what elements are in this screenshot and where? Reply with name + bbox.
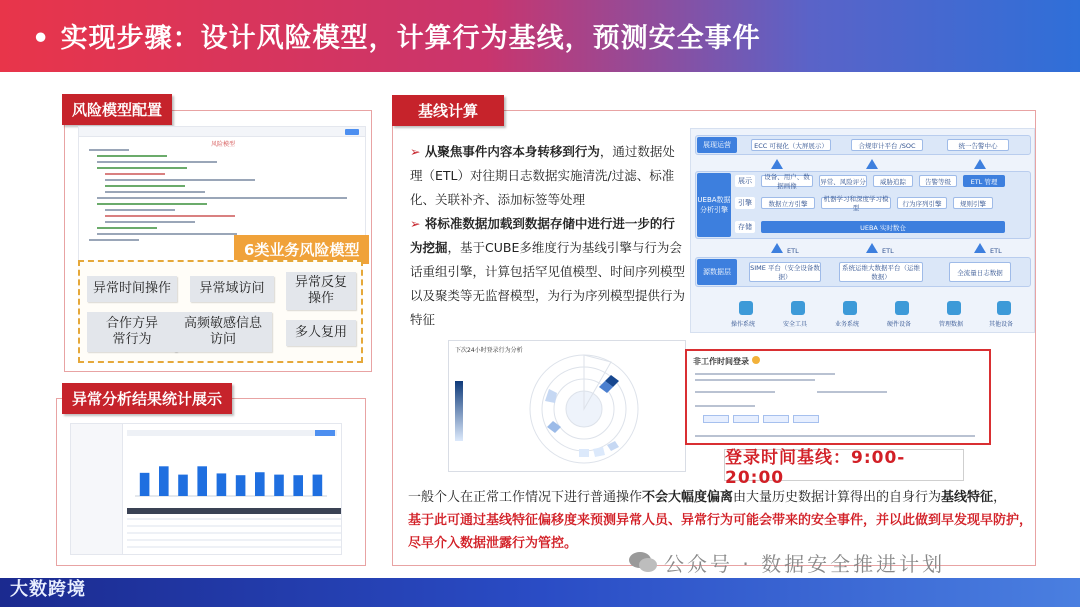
header-banner: [0, 0, 1080, 72]
summary-text: 一般个人在正常工作情况下进行普通操作: [408, 490, 643, 505]
up-arrow-icon: [771, 159, 783, 169]
footer-logo: 大数跨境: [10, 579, 86, 600]
arch-cell: 系统运维大数据平台（运维数据）: [839, 262, 923, 282]
risk-item-repeat-ops: [286, 272, 356, 310]
radar-title: 下次24小时登录行为分析: [455, 347, 523, 354]
risk-model-tag: 风险模型配置: [62, 94, 172, 125]
risk-item-multi-user: 多人复用: [286, 320, 356, 346]
arch-cell: 规则引擎: [953, 197, 993, 209]
etl-label: ETL: [990, 247, 1002, 255]
up-arrow-icon: [866, 159, 878, 169]
arch-cell: 告警等级: [919, 175, 957, 187]
hardware-icon: [895, 301, 909, 315]
off-hours-login-screenshot: [685, 349, 991, 445]
risk-item-abnormal-time: 异常时间操作: [87, 276, 177, 302]
arch-cell: 统一告警中心: [947, 139, 1009, 151]
device-label: 业务系统: [835, 321, 860, 328]
etl-label: ETL: [882, 247, 894, 255]
baseline-summary: [408, 486, 1033, 555]
chart-bar: [236, 475, 246, 496]
login-radar-screenshot: [448, 340, 686, 472]
arch-layer-source: 源数据层: [697, 259, 737, 285]
device-label: 其他设备: [989, 321, 1014, 328]
tag-chip: [793, 415, 819, 423]
device-label: 安全工具: [783, 321, 808, 328]
arch-cell: ETL 管理: [963, 175, 1005, 187]
summary-conclusion: 基于此可通过基线特征偏移度来预测异常人员、异常行为可能会带来的安全事件，并以此做到早发现早防护，尽早介入数据泄露行为管控。: [408, 513, 1033, 551]
chart-bar: [217, 473, 227, 496]
arch-cell: SIME 平台（安全设备数据）: [750, 264, 820, 281]
bullet-etl: [410, 140, 686, 212]
risk-model-list: [78, 260, 363, 363]
dashboard-button: [315, 430, 335, 436]
bullet-mining-text: ，基于CUBE多维度行为基线引擎与行为会话重组引擎，计算包括罕见值模型、时间序列模型以及聚类等无监督模型，为行为序列模型提供行为特征: [410, 240, 686, 327]
risk-item-sensitive-access-label: 高频敏感信息访问: [183, 316, 262, 347]
anomaly-bar-chart: [131, 440, 331, 502]
save-button: [345, 129, 359, 135]
security-tool-icon: [791, 301, 805, 315]
risk-item-partner-label: 合作方异常行为: [105, 316, 158, 347]
arch-layer-show: 展示: [735, 175, 755, 187]
management-data-icon: [947, 301, 961, 315]
baseline-tag: 基线计算: [392, 95, 504, 126]
login-baseline-label: 登录时间基线：9:00-20:00: [724, 449, 964, 481]
arch-layer-display: 展现运营: [697, 137, 737, 153]
device-label: 管理数据: [939, 321, 964, 328]
watermark-text: 公众号 · 数据安全推进计划: [664, 552, 946, 576]
chart-bar: [293, 475, 303, 496]
summary-bold: 不会大幅度偏离: [642, 490, 734, 505]
os-icon: [739, 301, 753, 315]
bullet-mining: [410, 212, 686, 332]
arch-cell: 威胁追踪: [873, 175, 913, 187]
arch-cell: 机器学习和深度学习模型: [821, 197, 891, 209]
risk-item-sensitive-access: [174, 312, 272, 352]
tag-chip: [703, 415, 729, 423]
up-arrow-icon: [866, 243, 878, 253]
tag-chip: [763, 415, 789, 423]
risk-item-abnormal-domain: 异常域访问: [190, 276, 274, 302]
dashboard-toolbar: [127, 430, 337, 436]
warning-icon: [752, 356, 760, 364]
radar-chart: [519, 351, 649, 467]
summary-bold: 基线特征: [941, 490, 994, 505]
footer-bar: [0, 578, 1080, 607]
device-label: 操作系统: [731, 321, 756, 328]
bullet-etl-text: ，通过数据处理（ETL）对往期日志数据实施清洗/过滤、标准化、关联补齐、添加标签等处理: [410, 144, 675, 207]
arch-cell: 数据立方引擎: [761, 197, 815, 209]
bullet-arrow-icon: ➢: [410, 216, 425, 231]
chart-bar: [313, 475, 323, 496]
page-title: • 实现步骤：设计风险模型，计算行为基线，预测安全事件: [32, 23, 761, 54]
up-arrow-icon: [974, 243, 986, 253]
summary-text: ，: [993, 490, 1007, 505]
dashboard-table-header: [127, 508, 341, 514]
ueba-architecture-diagram: [690, 128, 1035, 333]
business-system-icon: [843, 301, 857, 315]
arch-cell: 行为序列引擎: [897, 197, 947, 209]
chart-bar: [255, 472, 265, 496]
radar-legend: [455, 381, 463, 441]
tag-chip: [733, 415, 759, 423]
etl-label: ETL: [787, 247, 799, 255]
chart-bar: [159, 466, 169, 496]
arch-cell: UEBA 实时数仓: [761, 221, 1005, 233]
wechat-icon: [628, 551, 658, 573]
arch-layer-storage: 存储: [735, 221, 755, 233]
arch-layer-core: UEBA数据分析引擎: [697, 173, 731, 237]
code-title: 风险模型: [211, 141, 236, 148]
bullet-arrow-icon: ➢: [410, 144, 425, 159]
login-title: [693, 356, 760, 367]
dashboard-sidebar: [71, 424, 123, 555]
arch-cell: 全流量日志数据: [949, 262, 1011, 282]
bullet-etl-bold: 从聚焦事件内容本身转移到行为: [424, 144, 600, 159]
chart-bar: [197, 466, 207, 496]
dashboard-table: [127, 518, 341, 552]
risk-item-repeat-ops-label: 异常反复操作: [294, 275, 347, 306]
arch-cell: 设备、用户、数据画像: [761, 175, 813, 187]
chart-bar: [274, 475, 284, 496]
arch-cell: ECC 可视化（大屏展示）: [751, 139, 831, 151]
chart-bar: [178, 475, 188, 496]
chart-bar: [140, 473, 150, 496]
login-title-text: 非工作时间登录: [693, 357, 749, 366]
summary-text: 由大量历史数据计算得出的自身行为: [733, 490, 942, 505]
anomaly-stats-tag: 异常分析结果统计展示: [62, 383, 232, 414]
up-arrow-icon: [974, 159, 986, 169]
arch-layer-engine: 引擎: [735, 197, 755, 209]
up-arrow-icon: [771, 243, 783, 253]
bullet-mining-bold: 将标准数据加载到数据存储中进行进一步的行为挖掘: [410, 216, 675, 255]
risk-model-count-label: 6类业务风险模型: [234, 235, 369, 264]
other-device-icon: [997, 301, 1011, 315]
arch-cell: 异常、风险评分: [819, 175, 867, 187]
arch-cell: 合规审计平台 /SOC: [851, 139, 923, 151]
baseline-description: [410, 140, 686, 332]
anomaly-dashboard-screenshot: [70, 423, 342, 555]
risk-item-partner: [87, 312, 177, 352]
code-toolbar: [79, 127, 365, 137]
device-label: 硬件设备: [887, 321, 912, 328]
